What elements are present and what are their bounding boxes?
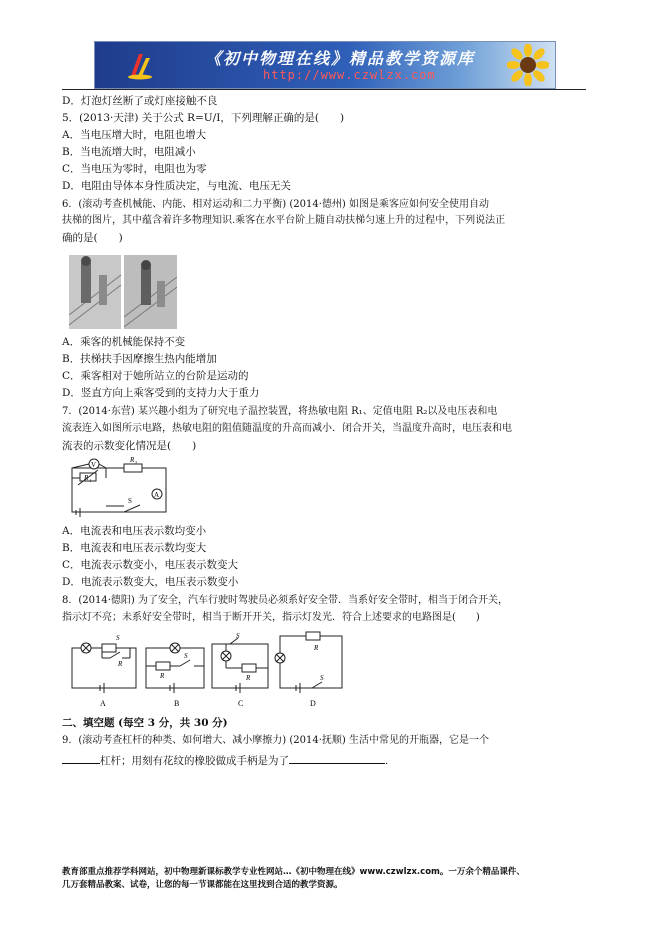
q9-period: . [385, 755, 389, 767]
text-line: A．乘客的机械能保持不变 [62, 336, 186, 348]
q8d-resistor-label: R [314, 644, 319, 652]
text-line: C．当电压为零时，电阻也为零 [62, 163, 207, 175]
section-heading: 二、填空题 (每空 3 分，共 30 分) [62, 717, 228, 729]
q8d-switch-label: S [320, 674, 324, 682]
option-c-label: C [238, 699, 244, 708]
text-line: B．电流表和电压表示数均变大 [62, 542, 207, 554]
q8a-switch-label: S [116, 634, 120, 642]
text-line: 指示灯不亮；未系好安全带时，相当于断开开关，指示灯发光．符合上述要求的电路图是( ) [62, 612, 480, 623]
footer-line-1: 教育部重点推荐学科网站，初中物理新课标教学专业性网站…《初中物理在线》www.czwlzx.com。一万余个精品课件、 [62, 867, 525, 877]
header-banner [94, 41, 556, 89]
q8c-resistor-label: R [246, 674, 251, 682]
text-line: D．电阻由导体本身性质决定，与电流、电压无关 [62, 180, 291, 192]
text-line: D．电流表示数变大，电压表示数变小 [62, 576, 239, 588]
header-rule [62, 89, 586, 90]
option-b-label: B [174, 699, 180, 708]
option-d-label: D [310, 699, 316, 708]
sunflower-icon [507, 44, 549, 86]
text-line: 扶梯的图片，其中蕴含着许多物理知识.乘客在水平台阶上随自动扶梯匀速上升的过程中，下列说法正 [62, 215, 506, 226]
q9-text: 杠杆；用刻有花纹的橡胶做成手柄是为了 [100, 755, 289, 767]
site-logo [127, 50, 153, 80]
option-a-label: A [100, 699, 106, 708]
answer-blank-1[interactable] [62, 752, 100, 764]
text-line: D．灯泡灯丝断了或灯座接触不良 [62, 95, 218, 107]
text-line: 8．(2014·德阳) 为了安全，汽车行驶时驾驶员必须系好安全带．当系好安全带时，相当于闭合开关， [62, 595, 508, 606]
text-line: 7．(2014·东营) 某兴趣小组为了研究电子温控装置，将热敏电阻 R₁、定值电阻 R₂以及电压表和电 [62, 406, 498, 417]
r1-subscript: 1 [89, 478, 92, 483]
text-line: A．电流表和电压表示数均变小 [62, 525, 207, 537]
text-line: 流表连入如图所示电路，热敏电阻的阻值随温度的升高而减小．闭合开关，当温度升高时，电压表和电 [62, 423, 512, 434]
text-line: B．扶梯扶手因摩擦生热内能增加 [62, 353, 217, 365]
text-line: 9．(滚动考查杠杆的种类、如何增大、减小摩擦力) (2014·抚顺) 生活中常见的开瓶器，它是一个 [62, 735, 489, 746]
r2-subscript: 2 [135, 460, 138, 465]
q8b-resistor-label: R [160, 672, 165, 680]
banner-url[interactable]: http://www.czwlzx.com [263, 68, 436, 82]
text-line: 6．(滚动考查机械能、内能、相对运动和二力平衡) (2014·德州) 如图是乘客应如何安全使用自动 [62, 199, 489, 210]
q7-circuit-diagram [66, 456, 176, 520]
banner-title: 《初中物理在线》精品教学资源库 [205, 49, 476, 68]
text-line: 5．(2013·天津) 关于公式 R=U/I，下列理解正确的是( ) [62, 112, 345, 124]
footer-line-2: 几万套精品教案、试卷，让您的每一节课都能在这里找到合适的教学资源。 [62, 880, 343, 890]
q9-line [62, 752, 388, 768]
ammeter-label: A [154, 491, 160, 499]
text-line: 流表的示数变化情况是( ) [62, 440, 197, 452]
switch-label: S [128, 497, 132, 505]
text-line: C．电流表示数变小，电压表示数变大 [62, 559, 239, 571]
answer-blank-2[interactable] [289, 752, 385, 764]
q8a-resistor-label: R [118, 660, 123, 668]
text-line: B．当电流增大时，电阻减小 [62, 146, 196, 158]
text-line: D．竖直方向上乘客受到的支持力大于重力 [62, 387, 260, 399]
voltmeter-label: V [91, 461, 97, 469]
escalator-photo [69, 255, 177, 329]
text-line: A．当电压增大时，电阻也增大 [62, 129, 207, 141]
r2-label: R [130, 456, 135, 464]
q8c-switch-label: S [236, 632, 240, 640]
text-line: 确的是( ) [62, 232, 123, 244]
q8-circuit-diagrams [66, 628, 366, 708]
q8b-switch-label: S [184, 652, 188, 660]
r1-label: R [84, 474, 89, 482]
text-line: C．乘客相对于她所站立的台阶是运动的 [62, 370, 249, 382]
